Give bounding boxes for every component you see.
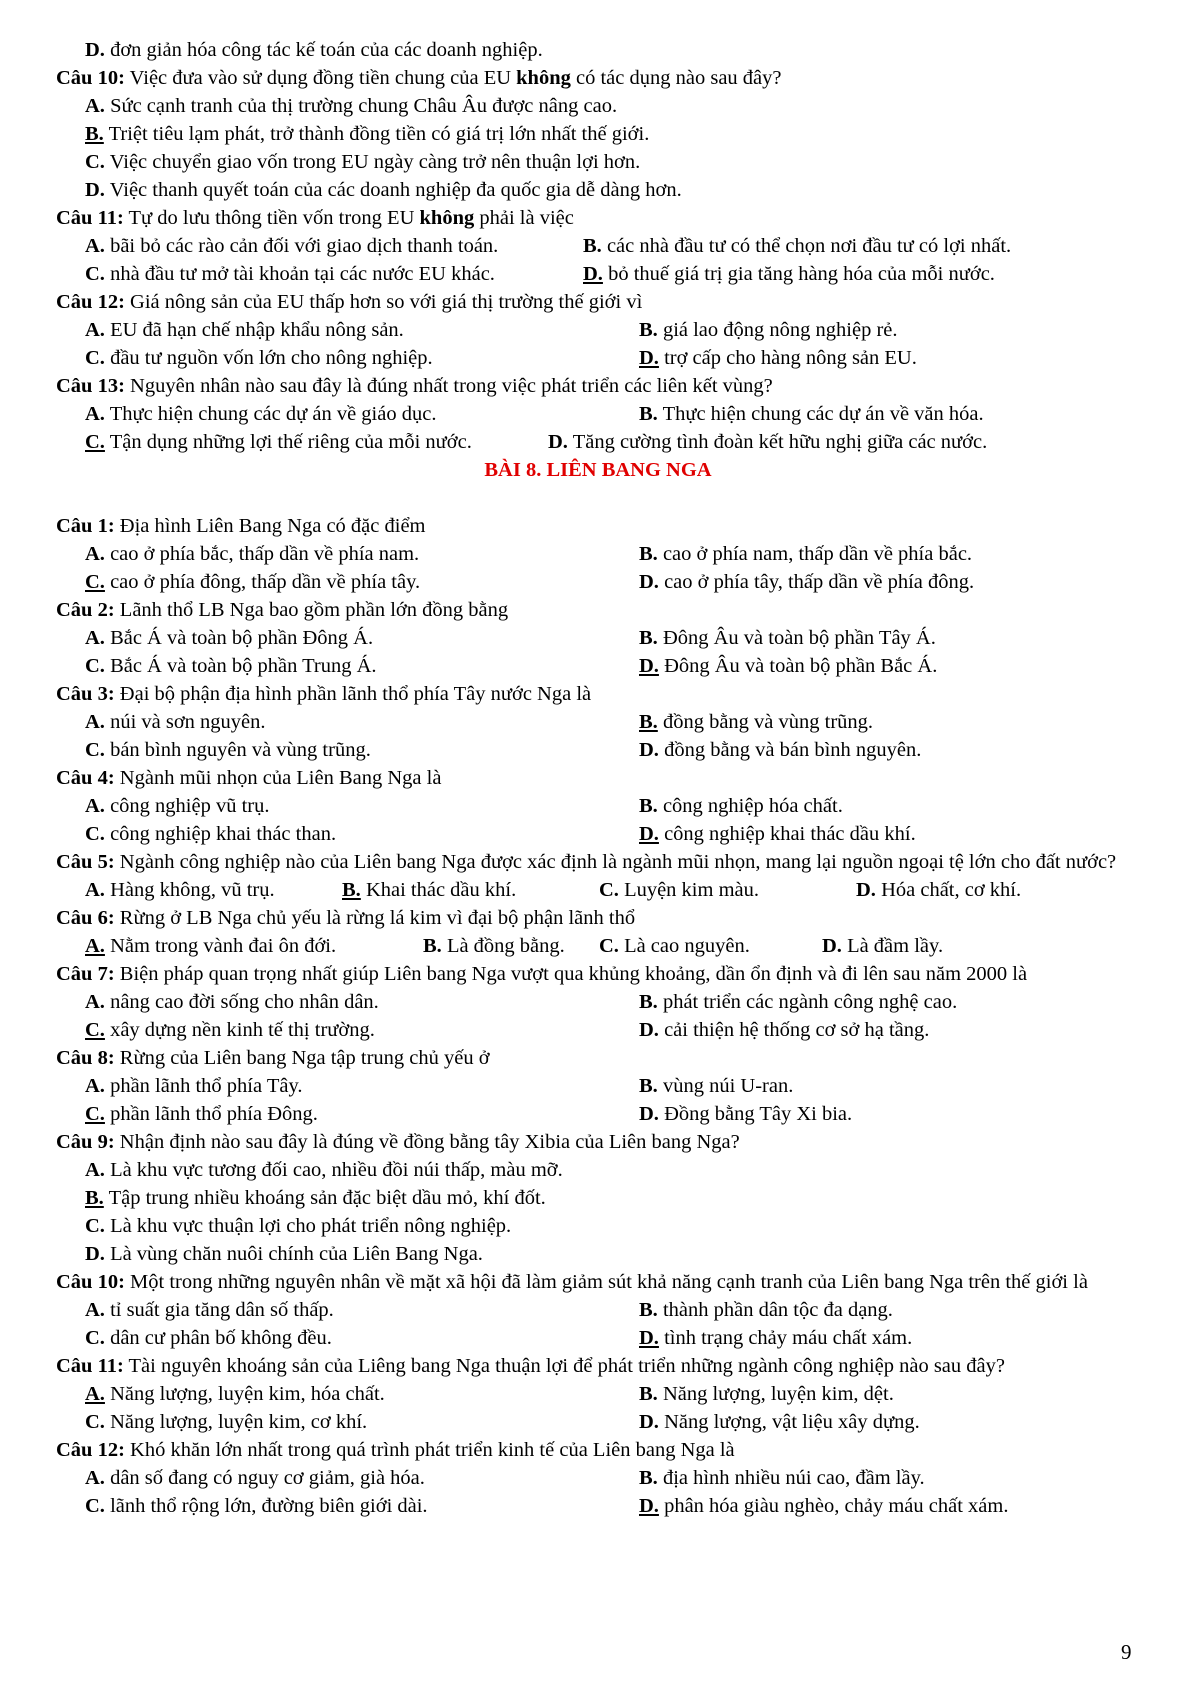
option xyxy=(639,1464,925,1492)
option-text: trợ cấp cho hàng nông sản EU. xyxy=(658,347,917,369)
question-eu-11 xyxy=(56,204,1140,232)
option-text: công nghiệp hóa chất. xyxy=(657,795,843,817)
option-row xyxy=(56,1072,1140,1100)
option-text: công nghiệp vũ trụ. xyxy=(104,795,270,817)
question-label: Câu 1: xyxy=(56,515,115,537)
question-label: Câu 6: xyxy=(56,907,115,929)
option-row xyxy=(56,652,1140,680)
option-letter: C. xyxy=(85,431,105,453)
option-text: bãi bỏ các rào cản đối với giao dịch thanh toán. xyxy=(104,235,499,257)
option-text: Hàng không, vũ trụ. xyxy=(104,879,275,901)
question-ru-12 xyxy=(56,1436,1140,1464)
option-text: Năng lượng, luyện kim, hóa chất. xyxy=(104,1383,385,1405)
question-ru-7 xyxy=(56,960,1140,988)
option-letter: A. xyxy=(85,1299,105,1321)
question-text: Ngành mũi nhọn của Liên Bang Nga là xyxy=(114,767,442,789)
option-text: phần lãnh thổ phía Đông. xyxy=(104,1103,318,1125)
question-label: Câu 10: xyxy=(56,67,125,89)
question-emphasis: không xyxy=(516,67,571,89)
question-text: có tác dụng nào sau đây? xyxy=(570,67,782,89)
option-letter: B. xyxy=(85,123,104,145)
option-letter: D. xyxy=(639,1495,659,1517)
option-text: bán bình nguyên và vùng trũng. xyxy=(104,739,371,761)
option-letter: D. xyxy=(85,39,105,61)
option-letter: C. xyxy=(599,879,619,901)
option-text: Hóa chất, cơ khí. xyxy=(875,879,1022,901)
option xyxy=(85,1072,639,1100)
question-text: Tự do lưu thông tiền vốn trong EU xyxy=(123,207,420,229)
question-ru-5 xyxy=(56,848,1140,876)
option-letter: C. xyxy=(85,263,105,285)
option-correct xyxy=(639,708,873,736)
option-letter: C. xyxy=(85,1103,105,1125)
option-text: đồng bằng và bán bình nguyên. xyxy=(658,739,922,761)
question-text: Tài nguyên khoáng sản của Liêng bang Nga thuận lợi để phát triển những ngành công nghiệp nào sau đây? xyxy=(123,1355,1005,1377)
option-letter: C. xyxy=(85,1215,105,1237)
option-text: tỉ suất gia tăng dân số thấp. xyxy=(104,1299,334,1321)
option xyxy=(639,1100,852,1128)
question-ru-6 xyxy=(56,904,1140,932)
option-row xyxy=(56,708,1140,736)
option-row xyxy=(56,932,1140,960)
option-letter: A. xyxy=(85,543,105,565)
option xyxy=(85,624,639,652)
option xyxy=(583,232,1011,260)
question-ru-10 xyxy=(56,1268,1140,1296)
option xyxy=(85,820,639,848)
option-letter: A. xyxy=(85,991,105,1013)
option-letter: D. xyxy=(639,571,659,593)
option-letter: C. xyxy=(85,1327,105,1349)
option-row xyxy=(56,400,1140,428)
option xyxy=(85,232,583,260)
option-letter: B. xyxy=(639,711,658,733)
question-ru-8 xyxy=(56,1044,1140,1072)
question-ru-4 xyxy=(56,764,1140,792)
option-text: các nhà đầu tư có thể chọn nơi đầu tư có lợi nhất. xyxy=(601,235,1012,257)
question-label: Câu 7: xyxy=(56,963,115,985)
option-text: giá lao động nông nghiệp rẻ. xyxy=(657,319,898,341)
option-letter: D. xyxy=(856,879,876,901)
option-line-correct xyxy=(56,1184,1140,1212)
question-label: Câu 12: xyxy=(56,291,125,313)
option-letter: B. xyxy=(639,795,658,817)
question-text: Khó khăn lớn nhất trong quá trình phát triển kinh tế của Liên bang Nga là xyxy=(124,1439,735,1461)
option-letter: A. xyxy=(85,711,105,733)
option-text: Là đồng bằng. xyxy=(441,935,565,957)
option-letter: A. xyxy=(85,1159,105,1181)
option xyxy=(639,1408,920,1436)
option-letter: D. xyxy=(639,739,659,761)
option-letter: B. xyxy=(639,1075,658,1097)
option-line xyxy=(56,36,1140,64)
option-row xyxy=(56,260,1140,288)
option-correct xyxy=(85,1380,639,1408)
option-letter: C. xyxy=(85,739,105,761)
option-text: nhà đầu tư mở tài khoản tại các nước EU khác. xyxy=(104,263,495,285)
option-text: Đông Âu và toàn bộ phần Bắc Á. xyxy=(658,655,938,677)
option-letter: B. xyxy=(85,1187,104,1209)
option-text: nâng cao đời sống cho nhân dân. xyxy=(104,991,379,1013)
option-letter: A. xyxy=(85,95,105,117)
option-letter: C. xyxy=(85,823,105,845)
option-letter: C. xyxy=(85,1495,105,1517)
question-eu-12 xyxy=(56,288,1140,316)
page-number: 9 xyxy=(1121,1640,1132,1664)
option xyxy=(639,400,984,428)
option-text: núi và sơn nguyên. xyxy=(104,711,266,733)
option-text: Việc chuyển giao vốn trong EU ngày càng trở nên thuận lợi hơn. xyxy=(104,151,641,173)
option-text: Nằm trong vành đai ôn đới. xyxy=(104,935,337,957)
option xyxy=(639,316,898,344)
option xyxy=(85,708,639,736)
option-row xyxy=(56,1100,1140,1128)
option-row xyxy=(56,316,1140,344)
option-row xyxy=(56,1464,1140,1492)
option-correct xyxy=(85,1100,639,1128)
option xyxy=(85,1296,639,1324)
question-eu-13 xyxy=(56,372,1140,400)
option-correct xyxy=(639,344,917,372)
question-label: Câu 3: xyxy=(56,683,115,705)
question-text: Việc đưa vào sử dụng đồng tiền chung của EU xyxy=(124,67,517,89)
option-text: địa hình nhiều núi cao, đầm lầy. xyxy=(657,1467,925,1489)
option xyxy=(85,1464,639,1492)
option-text: Sức cạnh tranh của thị trường chung Châu Âu được nâng cao. xyxy=(104,95,618,117)
option-letter: A. xyxy=(85,879,105,901)
option-row xyxy=(56,428,1140,456)
question-label: Câu 2: xyxy=(56,599,115,621)
option-letter: B. xyxy=(639,319,658,341)
option-letter: C. xyxy=(85,1019,105,1041)
option-line xyxy=(56,1156,1140,1184)
option-text: Đông Âu và toàn bộ phần Tây Á. xyxy=(657,627,936,649)
option-letter: D. xyxy=(639,1411,659,1433)
option-text: xây dựng nền kinh tế thị trường. xyxy=(104,1019,375,1041)
option xyxy=(822,932,943,960)
option xyxy=(639,540,972,568)
option-letter: B. xyxy=(342,879,361,901)
option-line xyxy=(56,148,1140,176)
option-line xyxy=(56,1240,1140,1268)
option-letter: C. xyxy=(85,347,105,369)
question-text: Địa hình Liên Bang Nga có đặc điểm xyxy=(114,515,426,537)
option-letter: D. xyxy=(548,431,568,453)
option-text: Tập trung nhiều khoáng sản đặc biệt dầu mỏ, khí đốt. xyxy=(103,1187,546,1209)
option-line xyxy=(56,176,1140,204)
option-text: Thực hiện chung các dự án về giáo dục. xyxy=(104,403,437,425)
option-letter: B. xyxy=(639,543,658,565)
option-row xyxy=(56,792,1140,820)
option-text: Là cao nguyên. xyxy=(618,935,750,957)
option xyxy=(639,1072,793,1100)
option-letter: D. xyxy=(639,823,659,845)
option-text: dân cư phân bố không đều. xyxy=(104,1327,332,1349)
option xyxy=(85,344,639,372)
option-letter: B. xyxy=(583,235,602,257)
question-text: Lãnh thổ LB Nga bao gồm phần lớn đồng bằng xyxy=(114,599,509,621)
question-text: Rừng ở LB Nga chủ yếu là rừng lá kim vì đại bộ phận lãnh thổ xyxy=(114,907,636,929)
option-text: Năng lượng, luyện kim, cơ khí. xyxy=(104,1411,368,1433)
option-correct xyxy=(85,1016,639,1044)
option-letter: C. xyxy=(85,1411,105,1433)
option xyxy=(85,736,639,764)
option-text: bỏ thuế giá trị gia tăng hàng hóa của mỗi nước. xyxy=(602,263,995,285)
option xyxy=(856,876,1021,904)
option-text: Là đầm lầy. xyxy=(841,935,944,957)
question-text: Rừng của Liên bang Nga tập trung chủ yếu ở xyxy=(114,1047,490,1069)
option-letter: B. xyxy=(639,991,658,1013)
option-letter: A. xyxy=(85,319,105,341)
option xyxy=(639,1296,893,1324)
option-letter: A. xyxy=(85,627,105,649)
option-text: phân hóa giàu nghèo, chảy máu chất xám. xyxy=(658,1495,1009,1517)
option-line-correct xyxy=(56,120,1140,148)
option xyxy=(599,932,822,960)
option-letter: A. xyxy=(85,1467,105,1489)
option-text: đầu tư nguồn vốn lớn cho nông nghiệp. xyxy=(104,347,433,369)
option xyxy=(85,792,639,820)
section-title: BÀI 8. LIÊN BANG NGA xyxy=(484,459,712,481)
option-letter: C. xyxy=(599,935,619,957)
option-letter: D. xyxy=(639,347,659,369)
option-row xyxy=(56,1492,1140,1520)
option-letter: B. xyxy=(639,1467,658,1489)
question-ru-11 xyxy=(56,1352,1140,1380)
option-letter: A. xyxy=(85,1075,105,1097)
option-letter: C. xyxy=(85,151,105,173)
option-text: phát triển các ngành công nghệ cao. xyxy=(657,991,958,1013)
option-text: Đồng bằng Tây Xi bia. xyxy=(658,1103,853,1125)
option-text: công nghiệp khai thác dầu khí. xyxy=(658,823,916,845)
option xyxy=(85,876,342,904)
option-text: cao ở phía nam, thấp dần về phía bắc. xyxy=(657,543,973,565)
option-letter: D. xyxy=(639,655,659,677)
option-row xyxy=(56,1016,1140,1044)
option-text: Khai thác dầu khí. xyxy=(360,879,517,901)
option xyxy=(639,1380,894,1408)
option-row xyxy=(56,232,1140,260)
question-text: Ngành công nghiệp nào của Liên bang Nga được xác định là ngành mũi nhọn, mang lại nguồn ngoại tệ lớn cho đất nước? xyxy=(114,851,1117,873)
option xyxy=(85,540,639,568)
option-row xyxy=(56,820,1140,848)
option-text: Thực hiện chung các dự án về văn hóa. xyxy=(657,403,984,425)
option-letter: C. xyxy=(85,655,105,677)
option xyxy=(85,1408,639,1436)
option-row xyxy=(56,988,1140,1016)
question-text: Nhận định nào sau đây là đúng về đồng bằng tây Xibia của Liên bang Nga? xyxy=(114,1131,740,1153)
option-correct xyxy=(639,652,937,680)
option-text: cao ở phía đông, thấp dần về phía tây. xyxy=(104,571,421,593)
question-label: Câu 9: xyxy=(56,1131,115,1153)
option-text: EU đã hạn chế nhập khẩu nông sản. xyxy=(104,319,404,341)
option xyxy=(85,400,639,428)
option-letter: A. xyxy=(85,795,105,817)
option-letter: A. xyxy=(85,1383,105,1405)
option xyxy=(639,792,843,820)
question-label: Câu 8: xyxy=(56,1047,115,1069)
option-text: đồng bằng và vùng trũng. xyxy=(657,711,874,733)
option-letter: B. xyxy=(639,1299,658,1321)
option-correct xyxy=(85,568,639,596)
option xyxy=(85,1324,639,1352)
option-correct xyxy=(639,820,916,848)
option-text: Là khu vực tương đối cao, nhiều đồi núi thấp, màu mỡ. xyxy=(104,1159,563,1181)
option-text: vùng núi U-ran. xyxy=(657,1075,794,1097)
option-row xyxy=(56,736,1140,764)
option xyxy=(85,260,583,288)
option-text: công nghiệp khai thác than. xyxy=(104,823,337,845)
option-letter: D. xyxy=(85,1243,105,1265)
option-text: Tận dụng những lợi thế riêng của mỗi nước. xyxy=(104,431,472,453)
question-emphasis: không xyxy=(419,207,475,229)
option-text: Tăng cường tình đoàn kết hữu nghị giữa các nước. xyxy=(567,431,988,453)
question-label: Câu 4: xyxy=(56,767,115,789)
option-letter: B. xyxy=(423,935,442,957)
option-letter: B. xyxy=(639,1383,658,1405)
option-text: đơn giản hóa công tác kế toán của các doanh nghiệp. xyxy=(104,39,543,61)
option xyxy=(639,568,974,596)
option-letter: B. xyxy=(639,403,658,425)
question-text: Một trong những nguyên nhân về mặt xã hội đã làm giảm sút khả năng cạnh tranh của Liên bang Nga trên thế giới là xyxy=(124,1271,1088,1293)
option xyxy=(423,932,599,960)
option-text: Việc thanh quyết toán của các doanh nghiệp đa quốc gia dễ dàng hơn. xyxy=(104,179,682,201)
question-label: Câu 5: xyxy=(56,851,115,873)
option-row xyxy=(56,344,1140,372)
option xyxy=(639,736,921,764)
option-text: tình trạng chảy máu chất xám. xyxy=(658,1327,913,1349)
option-text: lãnh thổ rộng lớn, đường biên giới dài. xyxy=(104,1495,428,1517)
option-text: thành phần dân tộc đa dạng. xyxy=(657,1299,893,1321)
question-ru-9 xyxy=(56,1128,1140,1156)
option-letter: D. xyxy=(822,935,842,957)
option-text: Là khu vực thuận lợi cho phát triển nông nghiệp. xyxy=(104,1215,512,1237)
question-text: phải là việc xyxy=(474,207,574,229)
document-page xyxy=(56,36,1140,1520)
option-text: Bắc Á và toàn bộ phần Trung Á. xyxy=(104,655,377,677)
option-text: cao ở phía bắc, thấp dần về phía nam. xyxy=(104,543,420,565)
option xyxy=(548,428,987,456)
option-text: Năng lượng, luyện kim, dệt. xyxy=(657,1383,894,1405)
option xyxy=(85,316,639,344)
option-correct xyxy=(639,1492,1008,1520)
option-line xyxy=(56,1212,1140,1240)
question-text: Biện pháp quan trọng nhất giúp Liên bang Nga vượt qua khủng khoảng, dần ổn định và đi lên sau năm 2000 là xyxy=(114,963,1028,985)
question-label: Câu 11: xyxy=(56,207,124,229)
option-text: cải thiện hệ thống cơ sở hạ tầng. xyxy=(658,1019,930,1041)
option-correct xyxy=(342,876,599,904)
question-text: Nguyên nhân nào sau đây là đúng nhất trong việc phát triển các liên kết vùng? xyxy=(124,375,773,397)
option-correct xyxy=(85,428,548,456)
option-row xyxy=(56,624,1140,652)
option-letter: A. xyxy=(85,935,105,957)
option-row xyxy=(56,1380,1140,1408)
option-letter: D. xyxy=(639,1103,659,1125)
question-label: Câu 12: xyxy=(56,1439,125,1461)
option xyxy=(639,624,936,652)
question-ru-2 xyxy=(56,596,1140,624)
option xyxy=(639,988,957,1016)
option xyxy=(85,652,639,680)
option-letter: A. xyxy=(85,235,105,257)
option-text: Năng lượng, vật liệu xây dựng. xyxy=(658,1411,920,1433)
option-letter: C. xyxy=(85,571,105,593)
option-row xyxy=(56,876,1140,904)
option-text: Là vùng chăn nuôi chính của Liên Bang Nga. xyxy=(104,1243,483,1265)
question-ru-3 xyxy=(56,680,1140,708)
option-row xyxy=(56,1408,1140,1436)
option-letter: D. xyxy=(85,179,105,201)
option-text: Luyện kim màu. xyxy=(618,879,759,901)
option-text: phần lãnh thổ phía Tây. xyxy=(104,1075,303,1097)
option xyxy=(85,1492,639,1520)
option-text: Triệt tiêu lạm phát, trở thành đồng tiền có giá trị lớn nhất thế giới. xyxy=(103,123,650,145)
option-letter: D. xyxy=(639,1327,659,1349)
option-correct xyxy=(85,932,423,960)
question-label: Câu 11: xyxy=(56,1355,124,1377)
question-label: Câu 13: xyxy=(56,375,125,397)
option-correct xyxy=(583,260,995,288)
option-letter: A. xyxy=(85,403,105,425)
question-text: Đại bộ phận địa hình phần lãnh thổ phía Tây nước Nga là xyxy=(114,683,592,705)
option-letter: D. xyxy=(583,263,603,285)
question-ru-1 xyxy=(56,512,1140,540)
option-line xyxy=(56,92,1140,120)
option-letter: B. xyxy=(639,627,658,649)
option xyxy=(599,876,856,904)
option-text: cao ở phía tây, thấp dần về phía đông. xyxy=(658,571,975,593)
option-row xyxy=(56,540,1140,568)
option-correct xyxy=(639,1324,912,1352)
option-text: Bắc Á và toàn bộ phần Đông Á. xyxy=(104,627,374,649)
question-eu-10 xyxy=(56,64,1140,92)
option-row xyxy=(56,568,1140,596)
option-row xyxy=(56,1296,1140,1324)
option-row xyxy=(56,1324,1140,1352)
question-text: Giá nông sản của EU thấp hơn so với giá thị trường thế giới vì xyxy=(124,291,643,313)
option xyxy=(85,988,639,1016)
option-letter: D. xyxy=(639,1019,659,1041)
option xyxy=(639,1016,929,1044)
question-label: Câu 10: xyxy=(56,1271,125,1293)
option-text: dân số đang có nguy cơ giảm, già hóa. xyxy=(104,1467,425,1489)
